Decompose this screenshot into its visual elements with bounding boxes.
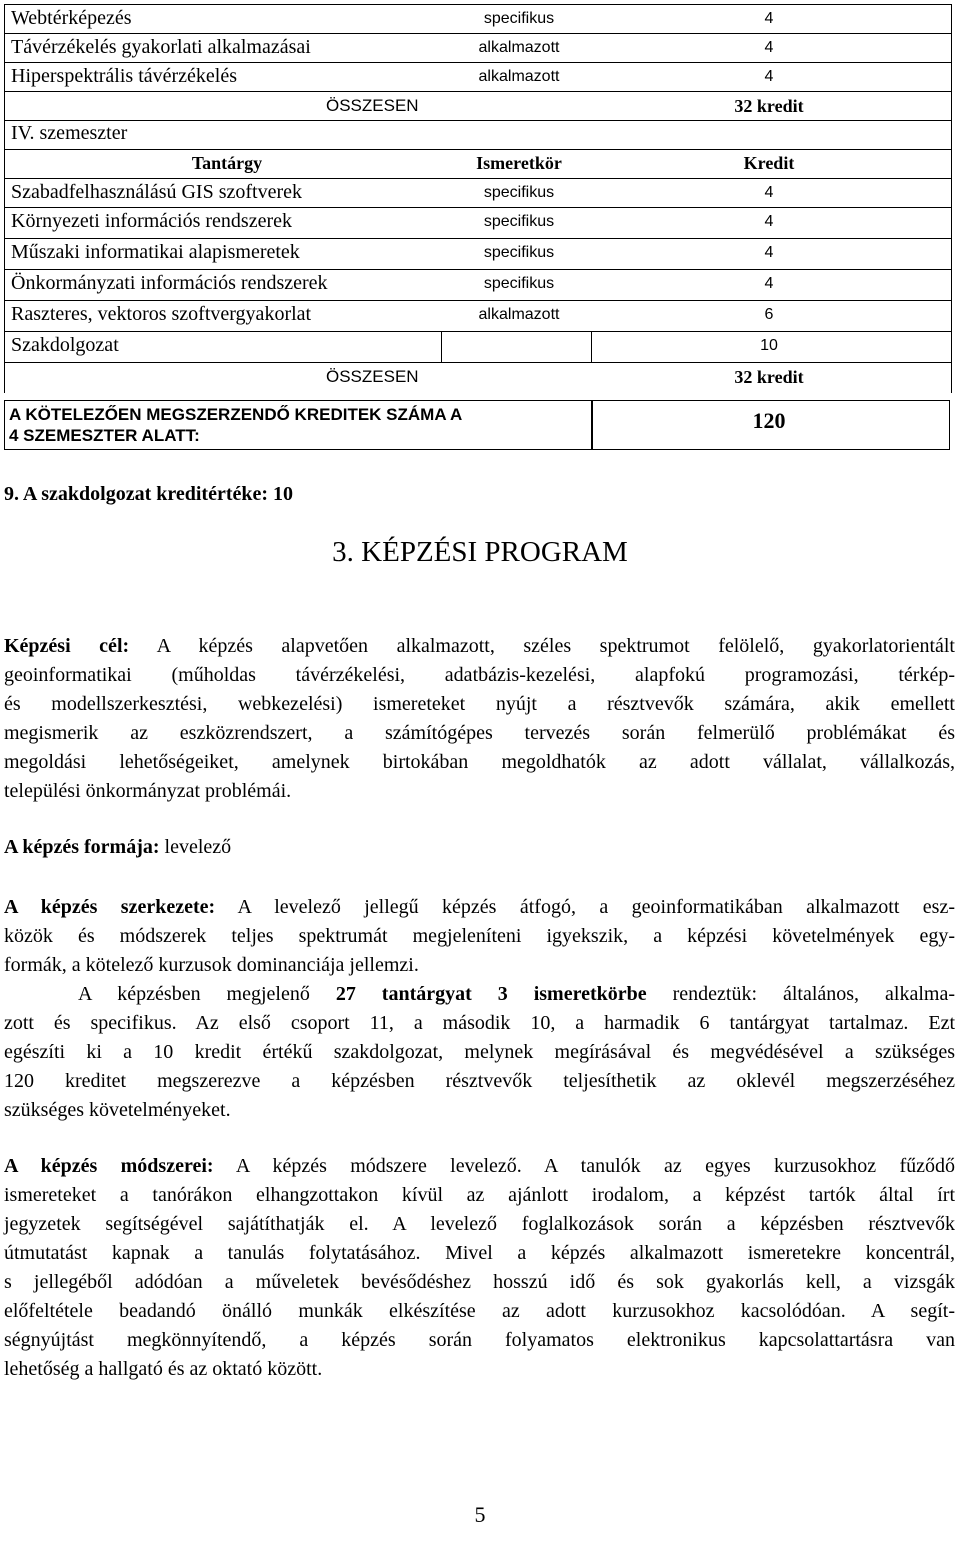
course-name: Önkormányzati információs rendszerek: [11, 272, 328, 294]
page-number: 5: [474, 1502, 486, 1527]
course-credit: 4: [764, 184, 774, 201]
text-line: lehetőség a hallgató és az oktató között.: [4, 1358, 323, 1380]
table-row: [5, 34, 951, 63]
course-name: Webtérképezés: [11, 7, 132, 29]
course-name: Távérzékelés gyakorlati alkalmazásai: [11, 36, 311, 58]
course-table: [4, 4, 952, 393]
table-row: [5, 301, 951, 332]
sum-value: 32 kredit: [734, 367, 804, 387]
text-line: 120 kreditet megszerezve a képzésben résztvevők teljesíthetik az oklevél megszerzéséhez: [4, 1070, 955, 1092]
course-credit: 6: [764, 306, 774, 323]
course-name: Hiperspektrális távérzékelés: [11, 65, 238, 87]
total-credits-label-line: A KÖTELEZŐEN MEGSZERZENDŐ KREDITEK SZÁMA A: [9, 405, 463, 424]
table-row: [5, 63, 951, 92]
course-name: Raszteres, vektoros szoftvergyakorlat: [11, 303, 312, 325]
text-line: s jellegéből adódóan a műveletek bevésődéshez hosszú idő és sok gyakorlás kell, a vizsgák: [4, 1271, 955, 1293]
semester-row: [5, 121, 951, 150]
section-9-heading: 9. A szakdolgozat kreditértéke: 10: [4, 483, 294, 505]
sum-value: 32 kredit: [734, 96, 804, 116]
course-name: Műszaki informatikai alapismeretek: [11, 241, 300, 263]
form-value: levelező: [159, 836, 232, 858]
text-line: útmutatást kapnak a tanulás folytatásához. Mivel a képzés alkalmazott ismeretekre koncentrál,: [4, 1242, 955, 1264]
structure-label: A képzés szerkezete:: [4, 896, 216, 918]
text-line: előfeltétele beadandó önálló munkák elkészítése az adott kurzusokhoz kacsolódóan. A segít-: [4, 1300, 955, 1322]
semester-title: IV. szemeszter: [11, 122, 128, 144]
course-credit: 4: [764, 10, 774, 27]
text-line: zott és specifikus. Az első csoport 11, a második 10, a harmadik 6 tantárgyat tartalmaz. Ezt: [4, 1012, 955, 1034]
text-line: geoinformatikai (műholdas távérzékelési, adatbázis-kezelési, alapfokú programozási, térkép-: [4, 664, 955, 686]
table-row: [5, 208, 951, 239]
course-name: Szakdolgozat: [11, 334, 119, 356]
course-name: Szabadfelhasználású GIS szoftverek: [11, 181, 302, 203]
text-span: A képzésben megjelenő: [78, 983, 336, 1005]
emphasis: 27 tantárgyat 3 ismeretkörbe: [335, 983, 647, 1005]
course-credit: 10: [760, 337, 778, 354]
table-row: [5, 239, 951, 270]
header-subject: Tantárgy: [191, 153, 263, 173]
table-row: [5, 179, 951, 208]
text-line: formák, a kötelező kurzusok dominanciája jellemzi.: [4, 954, 419, 976]
text-line: megoldási lehetőségeiket, amelynek birtokában megoldhatók az adott vállalat, vállalkozás,: [4, 751, 955, 773]
course-name: Környezeti információs rendszerek: [11, 210, 292, 232]
text-line: ismereteket a tanórákon elhangzottakon kívül az ajánlott irodalom, a képzést tartók által írt: [4, 1184, 955, 1206]
cell-divider: [591, 401, 593, 449]
course-area: alkalmazott: [478, 68, 560, 85]
course-area: specifikus: [483, 10, 555, 27]
total-credits-label: [9, 404, 589, 446]
course-credit: 4: [764, 244, 774, 261]
total-credits-label-line: 4 SZEMESZTER ALATT:: [9, 426, 200, 445]
course-area: specifikus: [483, 244, 555, 261]
methods-label: A képzés módszerei:: [4, 1155, 214, 1177]
course-area: specifikus: [483, 213, 555, 230]
sum-label: ÖSSZESEN: [326, 367, 419, 386]
course-credit: 4: [764, 275, 774, 292]
sum-label: ÖSSZESEN: [326, 96, 419, 115]
total-credits-value: 120: [752, 408, 786, 433]
header-row: [5, 150, 951, 179]
table-row: [5, 270, 951, 301]
text-line: megismerik az eszközrendszert, a számítógépes tervezés során felmerülő problémákat és: [4, 722, 955, 744]
course-area: alkalmazott: [478, 39, 560, 56]
text-line: A képzés alapvetően alkalmazott, széles spektrumot felölelő, gyakorlatorientált: [129, 635, 955, 657]
text-line: egészíti ki a 10 kredit értékű szakdolgozat, melynek megírásával és megvédésével a szükséges: [4, 1041, 955, 1063]
cell-divider: [591, 332, 592, 362]
methods-paragraph: [4, 1152, 955, 1384]
text-line: ségnyújtást megkönnyítendő, a képzés során folyamatos elektronikus kapcsolattartásra van: [4, 1329, 955, 1351]
goal-label: Képzési cél:: [4, 635, 130, 657]
form-paragraph: [4, 833, 955, 862]
structure-paragraph: [4, 893, 955, 1125]
total-credits-box: [4, 400, 950, 450]
text-line: szükséges követelményeket.: [4, 1099, 231, 1121]
course-area: alkalmazott: [478, 306, 560, 323]
sum-row: [5, 92, 951, 121]
header-credit: Kredit: [743, 153, 795, 173]
text-line: és modellszerkesztési, webkezelési) ismereteket nyújt a résztvevők számára, akik emellett: [4, 693, 955, 715]
program-heading: 3. KÉPZÉSI PROGRAM: [332, 536, 628, 568]
course-credit: 4: [764, 68, 774, 85]
text-line: A levelező jellegű képzés átfogó, a geoinformatikában alkalmazott esz-: [215, 896, 955, 918]
course-area: specifikus: [483, 275, 555, 292]
text-line: közök és módszerek teljes spektrumát megjeleníteni igyekszik, a képzési követelmények egy-: [4, 925, 955, 947]
goal-paragraph: [4, 632, 955, 806]
text-span: rendeztük: általános, alkalma-: [646, 983, 955, 1005]
cell-divider: [441, 332, 442, 362]
course-credit: 4: [764, 213, 774, 230]
text-line: jegyzetek segítségével sajátíthatják el. A levelező foglalkozások során a képzésben résztvevők: [4, 1213, 955, 1235]
course-area: specifikus: [483, 184, 555, 201]
text-line: települési önkormányzat problémái.: [4, 780, 292, 802]
text-line: A képzés módszere levelező. A tanulók az egyes kurzusokhoz fűződő: [213, 1155, 956, 1177]
header-area: Ismeretkör: [476, 153, 562, 173]
table-row: [5, 5, 951, 34]
course-credit: 4: [764, 39, 774, 56]
form-label: A képzés formája:: [4, 836, 160, 858]
table-row: [5, 332, 951, 363]
sum-row: [5, 363, 951, 393]
